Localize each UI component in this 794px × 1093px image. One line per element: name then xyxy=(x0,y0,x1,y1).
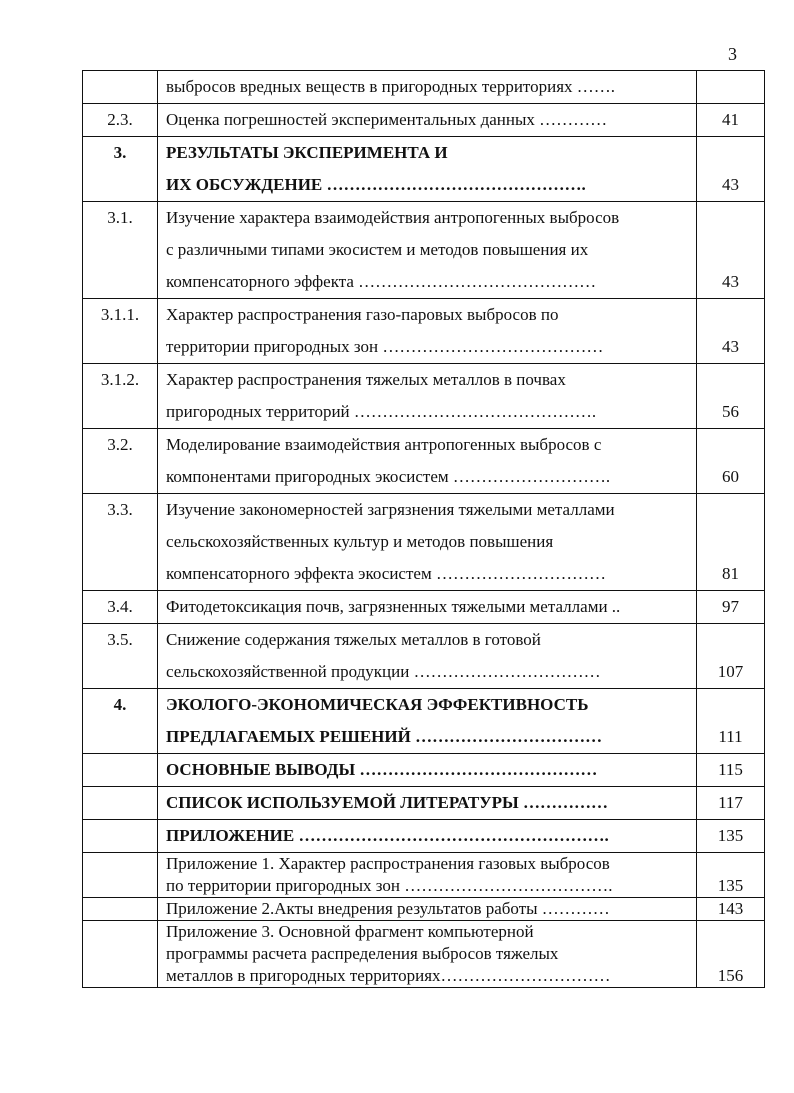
toc-row xyxy=(83,364,765,429)
section-number xyxy=(83,898,158,921)
section-title-line: ПРЕДЛАГАЕМЫХ РЕШЕНИЙ …………………………… xyxy=(166,727,603,746)
page-ref xyxy=(697,202,765,299)
section-number xyxy=(83,202,158,299)
section-number-text: 3.1.2. xyxy=(100,370,140,389)
page-ref-text: 97 xyxy=(722,597,739,616)
section-number xyxy=(83,364,158,429)
section-title-line: пригородных территорий ……………………………………. xyxy=(166,402,597,421)
page-ref-text: 43 xyxy=(722,272,739,291)
section-number xyxy=(83,299,158,364)
section-title-line: ИХ ОБСУЖДЕНИЕ ………………………………………. xyxy=(166,175,586,194)
section-title xyxy=(158,754,697,787)
page-ref xyxy=(697,820,765,853)
page-ref xyxy=(697,689,765,754)
page-ref-text: 135 xyxy=(717,876,744,895)
toc-body xyxy=(83,71,765,988)
toc-row xyxy=(83,429,765,494)
toc-row xyxy=(83,853,765,898)
section-title xyxy=(158,494,697,591)
section-title-line: Приложение 3. Основной фрагмент компьютерной xyxy=(166,922,534,941)
section-number xyxy=(83,853,158,898)
page-ref xyxy=(697,104,765,137)
section-title-line: компонентами пригородных экосистем ………………………. xyxy=(166,467,611,486)
section-number xyxy=(83,754,158,787)
page-ref-text: 60 xyxy=(722,467,739,486)
page-ref-text: 56 xyxy=(722,402,739,421)
section-number-text: 3.1.1. xyxy=(100,305,140,324)
section-number xyxy=(83,591,158,624)
section-title-line: Характер распространения тяжелых металлов в почвах xyxy=(166,370,566,389)
section-title xyxy=(158,71,697,104)
section-title xyxy=(158,202,697,299)
page-ref-text: 135 xyxy=(717,826,744,845)
section-title-line: ОСНОВНЫЕ ВЫВОДЫ …………………………………… xyxy=(166,760,598,779)
page-ref-text: 107 xyxy=(717,662,744,681)
section-title-line: сельскохозяйственной продукции …………………………… xyxy=(166,662,601,681)
page-ref xyxy=(697,364,765,429)
section-title-line: металлов в пригородных территориях………………………… xyxy=(166,966,611,985)
toc-row xyxy=(83,299,765,364)
page-ref-text: 81 xyxy=(722,564,739,583)
toc-row xyxy=(83,754,765,787)
section-number xyxy=(83,429,158,494)
section-number-text: 3.1. xyxy=(107,208,133,227)
toc-row xyxy=(83,137,765,202)
toc-row xyxy=(83,494,765,591)
toc-row xyxy=(83,624,765,689)
page-ref-text: 43 xyxy=(722,337,739,356)
page-ref-text: 117 xyxy=(718,793,743,812)
section-title xyxy=(158,591,697,624)
page-ref xyxy=(697,624,765,689)
page-ref-text: 115 xyxy=(718,760,743,779)
page-number: 3 xyxy=(728,44,737,64)
section-number xyxy=(83,921,158,988)
page-ref-text: 41 xyxy=(722,110,739,129)
table-of-contents xyxy=(82,70,765,988)
page-ref xyxy=(697,494,765,591)
page-ref-text: 143 xyxy=(717,899,744,918)
section-title-line: ЭКОЛОГО-ЭКОНОМИЧЕСКАЯ ЭФФЕКТИВНОСТЬ xyxy=(166,695,589,714)
section-title-line: Моделирование взаимодействия антропогенных выбросов с xyxy=(166,435,602,454)
page-ref-text: 111 xyxy=(718,727,743,746)
section-title-line: выбросов вредных веществ в пригородных территориях ……. xyxy=(166,77,616,96)
section-number-text: 3.2. xyxy=(107,435,133,454)
section-title xyxy=(158,429,697,494)
section-title-line: Фитодетоксикация почв, загрязненных тяжелыми металлами .. xyxy=(166,597,621,616)
toc-row xyxy=(83,921,765,988)
section-number xyxy=(83,494,158,591)
section-title xyxy=(158,137,697,202)
page-ref xyxy=(697,137,765,202)
section-number-text: 3. xyxy=(113,143,127,162)
section-title-line: СПИСОК ИСПОЛЬЗУЕМОЙ ЛИТЕРАТУРЫ …………… xyxy=(166,793,608,812)
section-title-line: РЕЗУЛЬТАТЫ ЭКСПЕРИМЕНТА И xyxy=(166,143,448,162)
section-number xyxy=(83,71,158,104)
section-number xyxy=(83,104,158,137)
toc-row xyxy=(83,820,765,853)
section-title xyxy=(158,299,697,364)
page-ref xyxy=(697,429,765,494)
section-title-line: по территории пригородных зон ………………………………. xyxy=(166,876,613,895)
toc-row xyxy=(83,689,765,754)
section-title-line: Характер распространения газо-паровых выбросов по xyxy=(166,305,559,324)
toc-row xyxy=(83,787,765,820)
section-title xyxy=(158,921,697,988)
section-title-line: ПРИЛОЖЕНИЕ ………………………………………………. xyxy=(166,826,609,845)
section-title-line: Изучение закономерностей загрязнения тяжелыми металлами xyxy=(166,500,615,519)
section-number xyxy=(83,689,158,754)
section-title-line: с различными типами экосистем и методов повышения их xyxy=(166,240,589,259)
section-title xyxy=(158,689,697,754)
section-number xyxy=(83,787,158,820)
page-ref-text: 43 xyxy=(722,175,739,194)
section-number xyxy=(83,137,158,202)
section-title-line: Приложение 2.Акты внедрения результатов работы ………… xyxy=(166,899,610,918)
toc-row xyxy=(83,202,765,299)
section-title xyxy=(158,853,697,898)
toc-row xyxy=(83,898,765,921)
section-title-line: Изучение характера взаимодействия антропогенных выбросов xyxy=(166,208,620,227)
section-number-text: 3.4. xyxy=(107,597,133,616)
section-number-text: 3.5. xyxy=(107,630,133,649)
page-ref xyxy=(697,591,765,624)
page-ref xyxy=(697,853,765,898)
section-title xyxy=(158,624,697,689)
section-title-line: программы расчета распределения выбросов тяжелых xyxy=(166,944,559,963)
page-ref xyxy=(697,787,765,820)
page-ref xyxy=(697,71,765,104)
page-ref-text: 156 xyxy=(717,966,744,985)
section-title xyxy=(158,364,697,429)
section-title-line: Приложение 1. Характер распространения газовых выбросов xyxy=(166,854,610,873)
section-number xyxy=(83,624,158,689)
toc-row xyxy=(83,71,765,104)
section-title xyxy=(158,898,697,921)
section-title xyxy=(158,820,697,853)
section-title-line: компенсаторного эффекта экосистем ………………………… xyxy=(166,564,606,583)
page-ref xyxy=(697,898,765,921)
section-number xyxy=(83,820,158,853)
toc-row xyxy=(83,591,765,624)
section-number-text: 4. xyxy=(113,695,127,714)
page-ref xyxy=(697,921,765,988)
section-title xyxy=(158,787,697,820)
section-title-line: Снижение содержания тяжелых металлов в готовой xyxy=(166,630,541,649)
page-ref xyxy=(697,754,765,787)
section-title-line: территории пригородных зон ………………………………… xyxy=(166,337,604,356)
section-title-line: компенсаторного эффекта …………………………………… xyxy=(166,272,597,291)
section-number-text: 2.3. xyxy=(107,110,133,129)
section-number-text: 3.3. xyxy=(107,500,133,519)
toc-row xyxy=(83,104,765,137)
page-ref xyxy=(697,299,765,364)
section-title-line: Оценка погрешностей экспериментальных данных ………… xyxy=(166,110,608,129)
section-title xyxy=(158,104,697,137)
section-title-line: сельскохозяйственных культур и методов повышения xyxy=(166,532,554,551)
